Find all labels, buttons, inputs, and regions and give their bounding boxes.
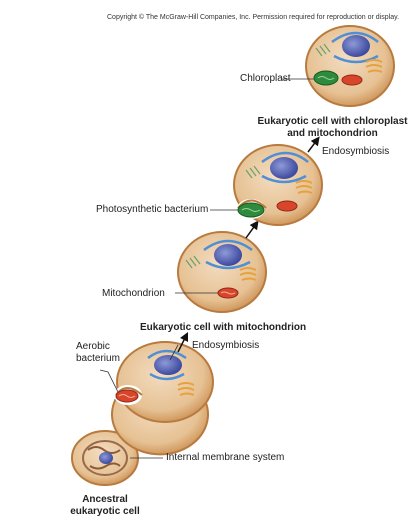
aerobic-bacterium-label [76,341,120,365]
chloroplast-label: Chloroplast [240,73,291,84]
mitochondrion-icon [342,75,362,85]
ancestral-title [60,494,150,518]
euk-mito-title: Eukaryotic cell with mitochondrion [140,322,307,333]
nucleus-icon [342,35,370,57]
euk-chloro-title-line1: Eukaryotic cell with chloroplast [257,116,408,127]
euk-chloro-title-line2: and mitochondrion [287,128,378,139]
arrow-3 [246,224,256,238]
mitochondrion-label: Mitochondrion [102,288,165,299]
cell-engulfing-aerobic [112,342,213,454]
aerobic-leader [100,370,118,392]
euk-chloro-title [250,116,415,140]
eukaryotic-cell-with-chloroplast [306,26,394,106]
photosynthetic-bacterium-label: Photosynthetic bacterium [96,204,209,215]
eukaryotic-cell-with-mitochondrion [178,232,266,312]
cell-engulfing-photosynthetic [234,145,322,225]
copyright-notice: Copyright © The McGraw-Hill Companies, Inc. Permission required for reproduction or display. [107,14,400,21]
nucleus-icon [154,355,182,375]
ancestral-title-line1: Ancestral [82,494,128,505]
aerobic-label-line1: Aerobic [76,341,110,352]
arrow-4 [308,140,317,152]
internal-membrane-label: Internal membrane system [166,452,285,463]
endosymbiosis-top-label: Endosymbiosis [322,146,390,157]
nucleus-icon [99,452,113,464]
ancestral-title-line2: eukaryotic cell [70,506,140,517]
nucleus-icon [214,244,242,266]
nucleus-icon [270,157,298,179]
aerobic-label-line2: bacterium [76,353,120,364]
endosymbiosis-bottom-label: Endosymbiosis [192,340,260,351]
mitochondrion-icon [277,201,297,211]
